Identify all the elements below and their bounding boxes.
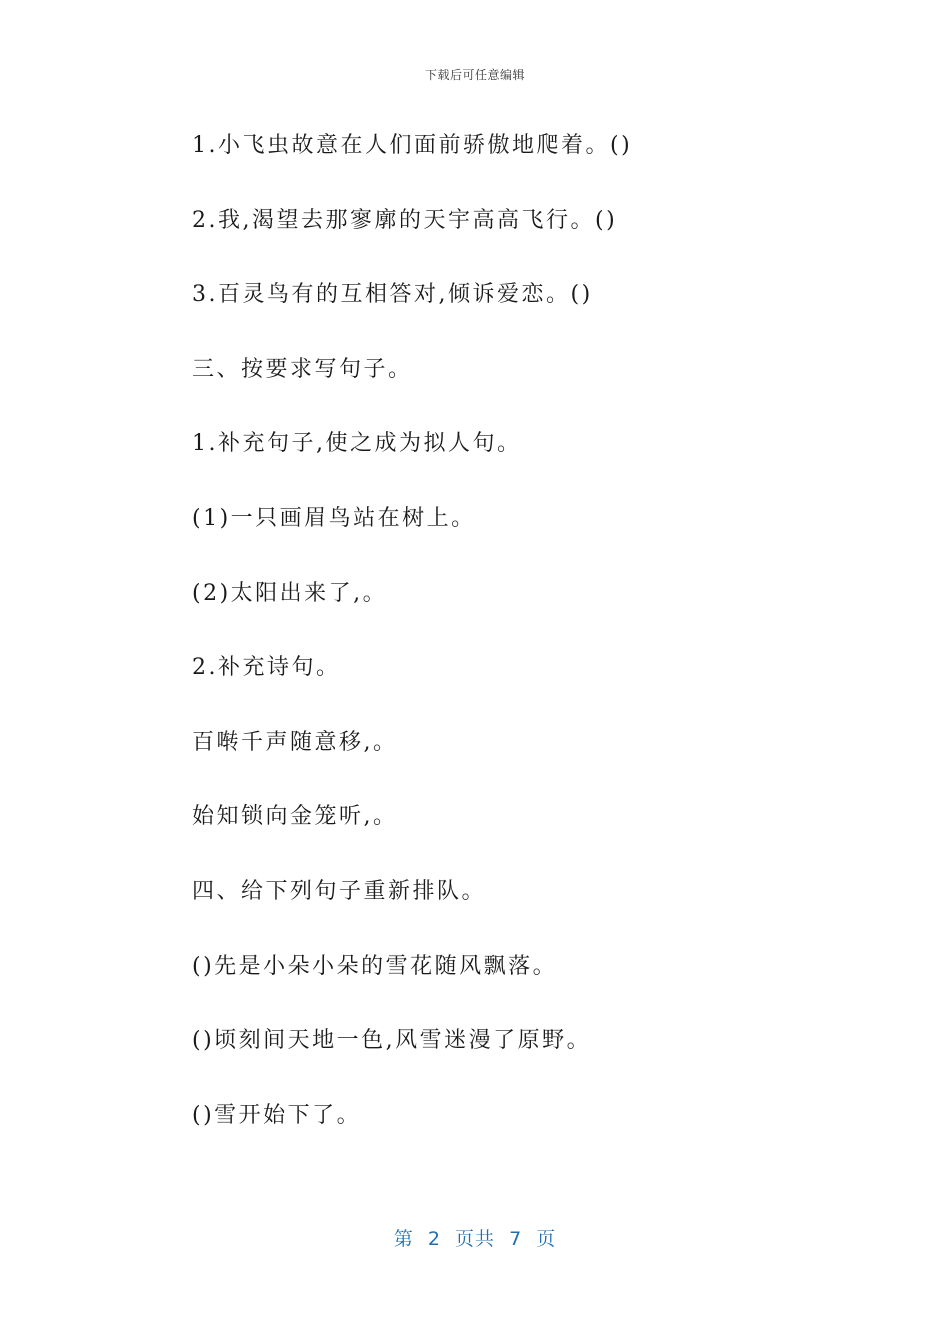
header-note: 下载后可任意编辑: [424, 68, 525, 82]
question-line-1: 1.小飞虫故意在人们面前骄傲地爬着。(): [192, 133, 633, 158]
order-item-2: ()顷刻间天地一色,风雪迷漫了原野。: [192, 1028, 592, 1054]
document-body: [192, 128, 852, 1172]
poem-line-1: 百啭千声随意移,。: [192, 729, 398, 755]
task-item-1: (1)一只画眉鸟站在树上。: [192, 505, 476, 531]
question-line-2: 2.我,渴望去那寥廓的天宇高高飞行。(): [192, 207, 618, 233]
order-item-3: ()雪开始下了。: [192, 1102, 362, 1128]
section-heading-4: 四、给下列句子重新排队。: [192, 878, 487, 904]
task-item-2: (2)太阳出来了,。: [192, 580, 388, 606]
task-line-2: 2.补充诗句。: [192, 655, 341, 681]
question-line-3: 3.百灵鸟有的互相答对,倾诉爱恋。(): [192, 282, 593, 308]
poem-line-2: 始知锁向金笼听,。: [192, 804, 398, 830]
page-number-footer: 第 2 页共 7 页: [393, 1228, 557, 1250]
order-item-1: ()先是小朵小朵的雪花随风飘落。: [192, 953, 558, 979]
section-heading-3: 三、按要求写句子。: [192, 356, 413, 382]
task-line-1: 1.补充句子,使之成为拟人句。: [192, 431, 522, 457]
